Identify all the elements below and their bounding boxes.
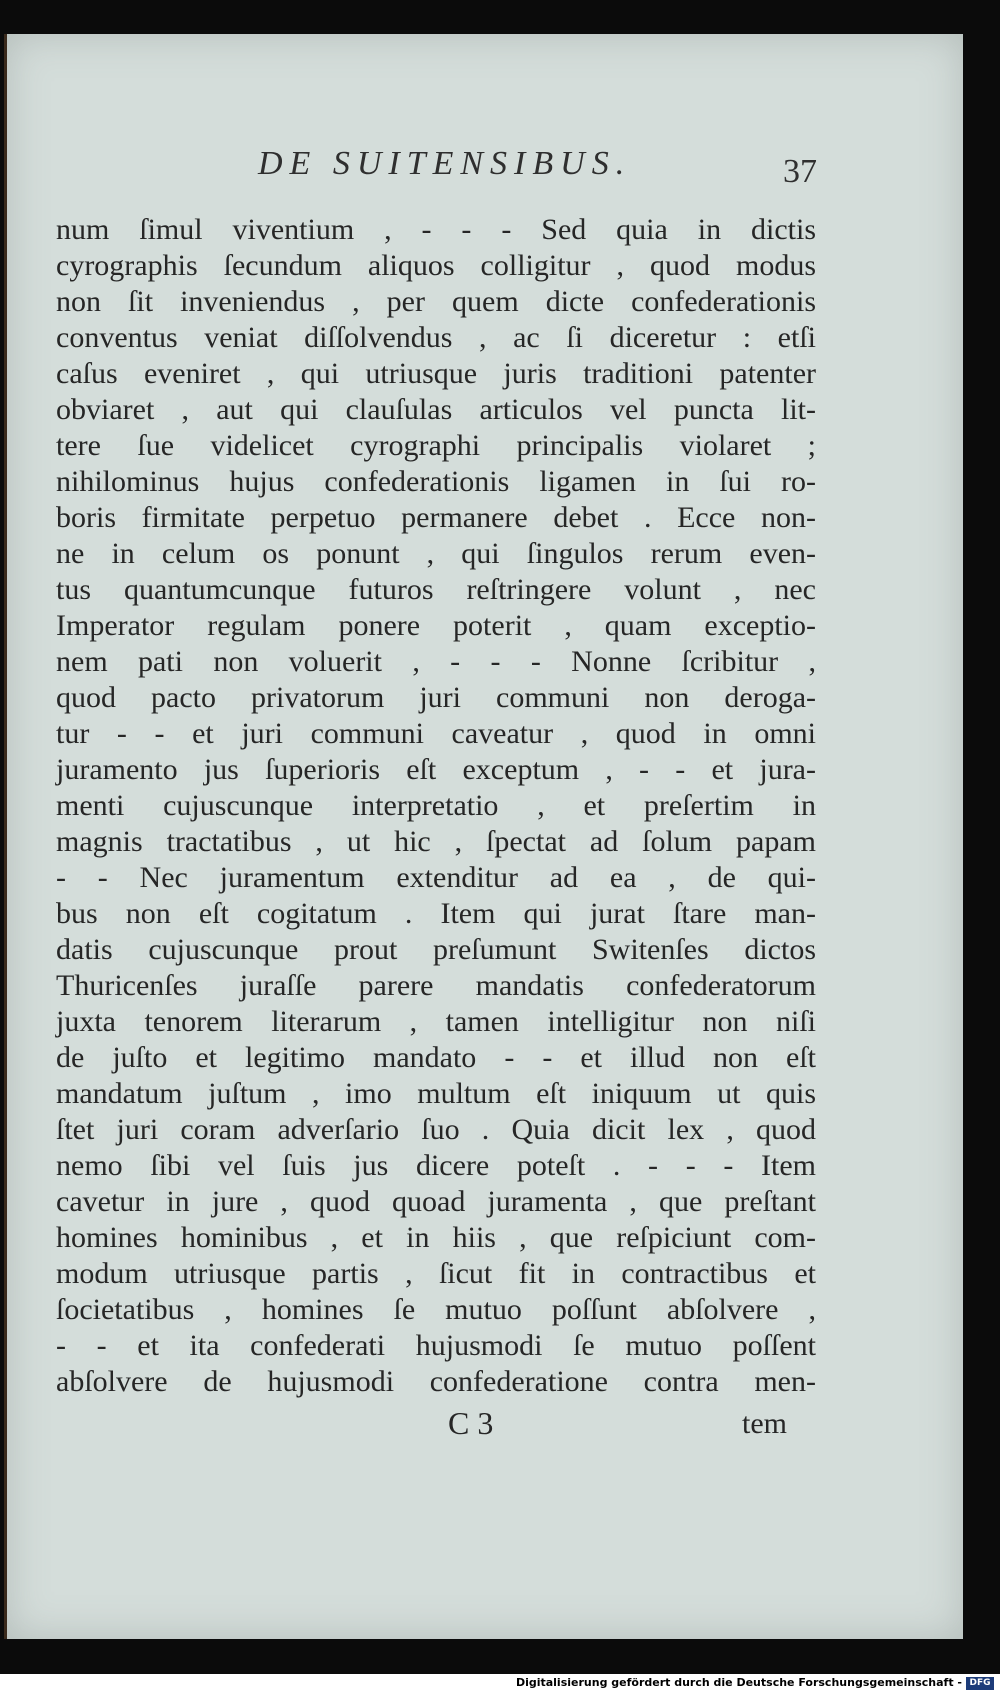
text-line: conventus veniat diſſolvendus , ac ſi diceretur : etſi: [56, 321, 816, 354]
running-title: DE SUITENSIBUS.: [258, 145, 632, 182]
text-line: obviaret , aut qui clauſulas articulos vel puncta lit-: [56, 393, 816, 426]
text-line: de juſto et legitimo mandato - - et illud non eſt: [56, 1041, 816, 1074]
text-line: - - Nec juramentum extenditur ad ea , de qui-: [56, 861, 816, 894]
text-line: nihilominus hujus confederationis ligamen in ſui ro-: [56, 465, 816, 498]
text-line: boris firmitate perpetuo permanere debet . Ecce non-: [56, 501, 816, 534]
text-line: tur - - et juri communi caveatur , quod in omni: [56, 717, 816, 750]
catchword: tem: [742, 1407, 787, 1440]
text-line: menti cujuscunque interpretatio , et preſertim in: [56, 789, 816, 822]
text-line: nemo ſibi vel ſuis jus dicere poteſt . - - - Item: [56, 1149, 816, 1182]
text-line: bus non eſt cogitatum . Item qui jurat ſtare man-: [56, 897, 816, 930]
footer-credit: Digitalisierung gefördert durch die Deutsche Forschungsgemeinschaft -: [515, 1676, 962, 1689]
text-line: ſtet juri coram adverſario ſuo . Quia dicit lex , quod: [56, 1113, 816, 1146]
text-line: tus quantumcunque futuros reſtringere volunt , nec: [56, 573, 816, 606]
page-number: 37: [783, 153, 817, 190]
text-line: juramento jus ſuperioris eſt exceptum , - - et jura-: [56, 753, 816, 786]
text-line: cavetur in jure , quod quoad juramenta , que preſtant: [56, 1185, 816, 1218]
dfg-logo-icon: DFG: [966, 1677, 994, 1690]
text-line: - - et ita confederati hujusmodi ſe mutuo poſſent: [56, 1329, 816, 1362]
text-line: caſus eveniret , qui utriusque juris traditioni patenter: [56, 357, 816, 390]
text-line: nem pati non voluerit , - - - Nonne ſcribitur ,: [56, 645, 816, 678]
text-line: abſolvere de hujusmodi confederatione contra men-: [56, 1365, 816, 1398]
body-text: [56, 212, 816, 1400]
text-line: homines hominibus , et in hiis , que reſpiciunt com-: [56, 1221, 816, 1254]
text-line: cyrographis ſecundum aliquos colligitur , quod modus: [56, 249, 816, 282]
text-line: num ſimul viventium , - - - Sed quia in dictis: [56, 213, 816, 246]
text-line: tere ſue videlicet cyrographi principalis violaret ;: [56, 429, 816, 462]
text-line: mandatum juſtum , imo multum eſt iniquum ut quis: [56, 1077, 816, 1110]
signature-mark: C 3: [448, 1405, 494, 1441]
text-line: quod pacto privatorum juri communi non deroga-: [56, 681, 816, 714]
text-line: Thuricenſes juraſſe parere mandatis confederatorum: [56, 969, 816, 1002]
text-line: datis cujuscunque prout preſumunt Switenſes dictos: [56, 933, 816, 966]
text-line: modum utriusque partis , ſicut fit in contractibus et: [56, 1257, 816, 1290]
footer-bar: [0, 1674, 1000, 1694]
text-line: ſocietatibus , homines ſe mutuo poſſunt abſolvere ,: [56, 1293, 816, 1326]
text-line: ne in celum os ponunt , qui ſingulos rerum even-: [56, 537, 816, 570]
text-line: juxta tenorem literarum , tamen intelligitur non niſi: [56, 1005, 816, 1038]
text-line: Imperator regulam ponere poterit , quam exceptio-: [56, 609, 816, 642]
page-header: [0, 145, 1000, 190]
text-line: non ſit inveniendus , per quem dicte confederationis: [56, 285, 816, 318]
text-line: magnis tractatibus , ut hic , ſpectat ad ſolum papam: [56, 825, 816, 858]
